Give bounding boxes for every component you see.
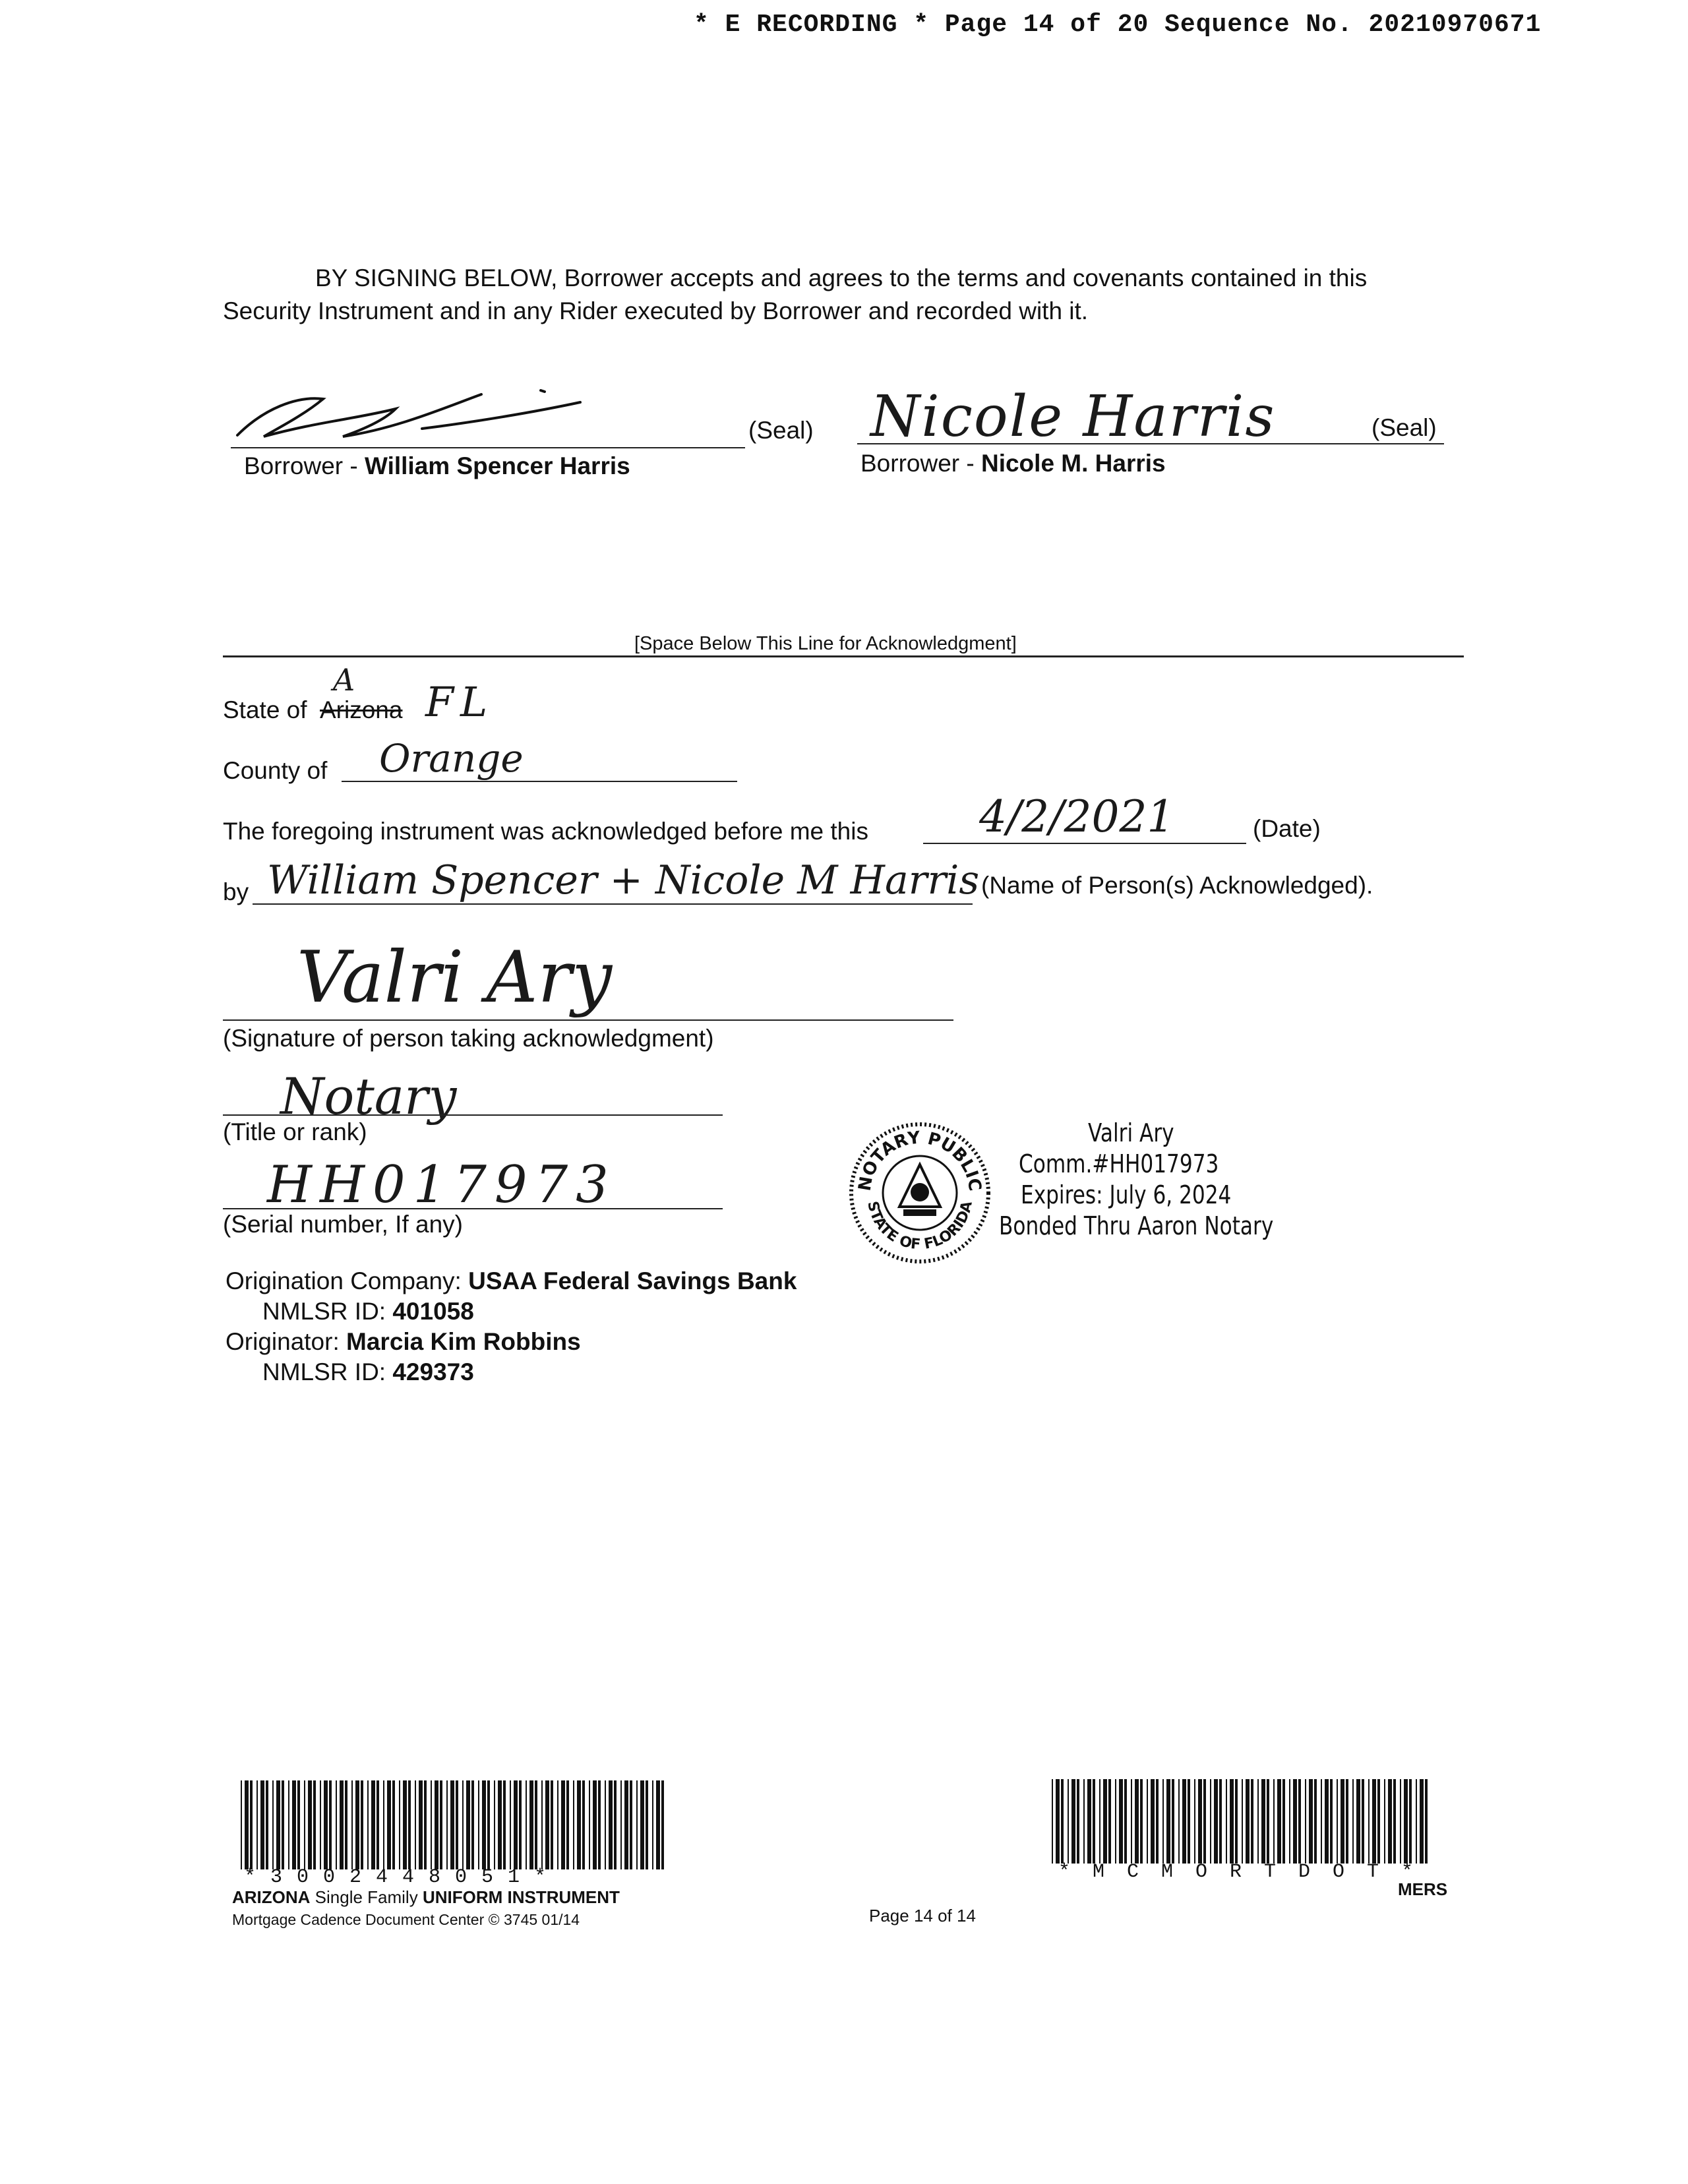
stamp-expires: Expires: July 6, 2024 bbox=[1021, 1180, 1232, 1209]
notary-signature-line bbox=[223, 1019, 953, 1021]
barcode-right-caption: *MCMORTDOT* bbox=[1058, 1861, 1436, 1883]
company-nmlsr-label: NMLSR ID: bbox=[262, 1298, 393, 1325]
date-label: (Date) bbox=[1253, 815, 1321, 842]
date-value: 4/2/2021 bbox=[979, 791, 1175, 842]
persons-line bbox=[253, 903, 973, 905]
company-nmlsr bbox=[262, 1298, 474, 1325]
company-nmlsr-value: 401058 bbox=[392, 1298, 474, 1325]
persons-label: (Name of Person(s) Acknowledged). bbox=[981, 872, 1373, 899]
origination-company bbox=[226, 1267, 797, 1295]
originator-label: Originator: bbox=[226, 1328, 347, 1355]
persons-value: William Spencer + Nicole M Harris bbox=[267, 857, 980, 903]
state-struck: Arizona bbox=[320, 696, 403, 723]
notary-signature: Valri Ary bbox=[297, 936, 613, 1019]
county-line bbox=[342, 781, 737, 782]
county-value: Orange bbox=[379, 736, 524, 781]
signature-label: (Signature of person taking acknowledgment) bbox=[223, 1025, 714, 1052]
borrower1-caption bbox=[244, 452, 630, 480]
borrower2-prefix: Borrower - bbox=[860, 450, 981, 477]
origination-company-label: Origination Company: bbox=[226, 1267, 469, 1294]
form-state: ARIZONA bbox=[232, 1887, 311, 1907]
form-title bbox=[232, 1887, 620, 1908]
borrower1-sign-line bbox=[231, 447, 745, 448]
page-number: Page 14 of 14 bbox=[869, 1906, 976, 1926]
seal-ring-top: NOTARY PUBLIC bbox=[855, 1128, 985, 1193]
borrower2-signature: Nicole Harris bbox=[870, 384, 1276, 450]
title-line bbox=[223, 1114, 723, 1116]
originator bbox=[226, 1328, 581, 1356]
intro-line-2: Security Instrument and in any Rider executed by Borrower and recorded with it. bbox=[223, 297, 1089, 324]
seal-ring-bottom: STATE OF FLORIDA bbox=[864, 1199, 976, 1254]
originator-nmlsr-value: 429373 bbox=[392, 1358, 474, 1385]
svg-text:NOTARY PUBLIC bbox=[855, 1128, 985, 1192]
borrower1-signature bbox=[224, 382, 686, 448]
state-label: State of bbox=[223, 696, 307, 723]
borrower2-seal: (Seal) bbox=[1372, 414, 1437, 441]
county-label: County of bbox=[223, 757, 328, 784]
stamp-bonded: Bonded Thru Aaron Notary bbox=[999, 1211, 1274, 1240]
serial-line bbox=[223, 1208, 723, 1209]
originator-value: Marcia Kim Robbins bbox=[346, 1328, 581, 1355]
originator-nmlsr-label: NMLSR ID: bbox=[262, 1358, 393, 1385]
form-mid: Single Family bbox=[310, 1887, 423, 1907]
stamp-name: Valri Ary bbox=[1088, 1118, 1174, 1147]
intro-line-1: BY SIGNING BELOW, Borrower accepts and agrees to the terms and covenants contained in this bbox=[315, 264, 1368, 291]
borrower1-seal: (Seal) bbox=[748, 417, 814, 444]
title-value: Notary bbox=[280, 1067, 457, 1126]
originator-nmlsr bbox=[262, 1358, 474, 1386]
recording-header: * E RECORDING * Page 14 of 20 Sequence No. 20210970671 bbox=[694, 11, 1542, 39]
barcode-right bbox=[1052, 1779, 1434, 1864]
borrower2-caption bbox=[860, 450, 1166, 477]
borrower2-name: Nicole M. Harris bbox=[980, 450, 1166, 477]
title-label: (Title or rank) bbox=[223, 1118, 367, 1145]
borrower1-prefix: Borrower - bbox=[244, 452, 365, 479]
form-name: UNIFORM INSTRUMENT bbox=[422, 1887, 620, 1907]
borrower1-name: William Spencer Harris bbox=[364, 452, 630, 479]
foregoing-label: The foregoing instrument was acknowledged before me this bbox=[223, 818, 868, 845]
ack-divider-line bbox=[223, 655, 1464, 657]
mers-label: MERS bbox=[1398, 1879, 1448, 1899]
form-source: Mortgage Cadence Document Center © 3745 01/14 bbox=[232, 1911, 580, 1928]
borrower2-sign-line bbox=[857, 443, 1444, 444]
origination-company-value: USAA Federal Savings Bank bbox=[468, 1267, 797, 1294]
ack-divider-label: [Space Below This Line for Acknowledgment] bbox=[634, 633, 1017, 654]
stamp-comm: Comm.#HH017973 bbox=[1019, 1149, 1219, 1178]
state-value: FL bbox=[425, 678, 495, 726]
notary-seal-icon bbox=[848, 1121, 992, 1265]
barcode-left bbox=[241, 1780, 666, 1869]
serial-label: (Serial number, If any) bbox=[223, 1211, 463, 1238]
barcode-left-caption: *3002448051* bbox=[244, 1866, 561, 1889]
serial-value: HH017973 bbox=[267, 1155, 617, 1215]
by-label: by bbox=[223, 878, 249, 905]
date-line bbox=[923, 843, 1246, 844]
state-insert-mark: A bbox=[333, 662, 355, 698]
